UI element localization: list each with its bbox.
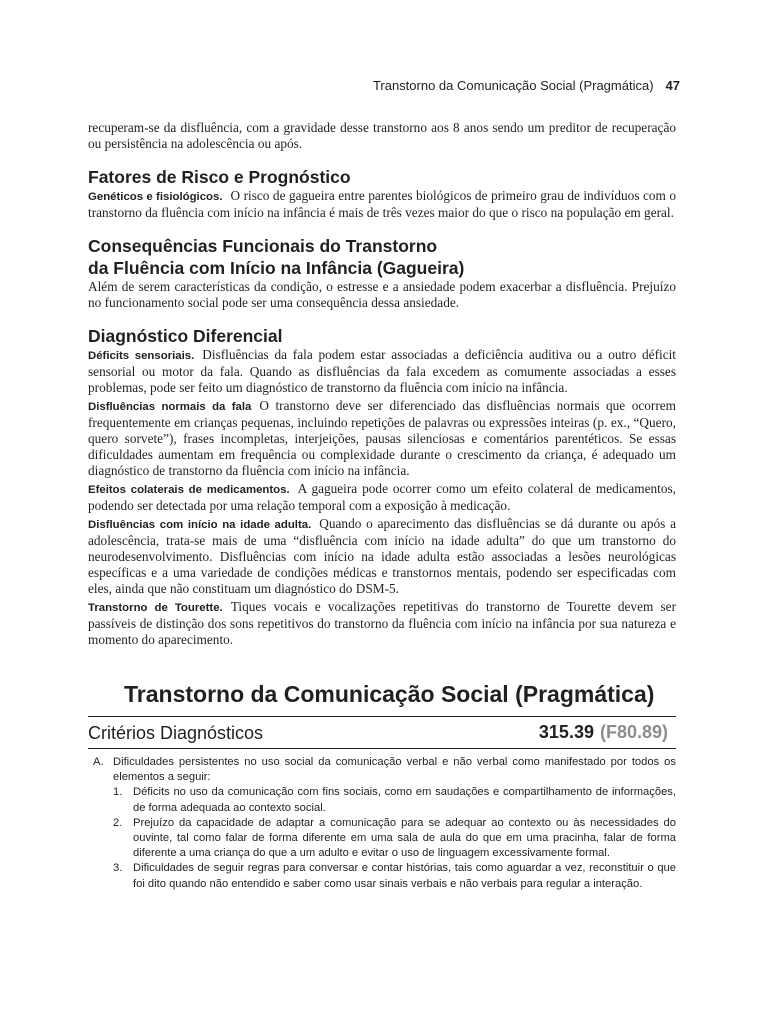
subitem-text: Dificuldades de seguir regras para conversar e contar histórias, tais como aguardar a vez, reconstituir o que foi dito quando não entendido e saber como usar sinais verbais e não verbais para regular a interação. [133,862,676,890]
intro-paragraph: recuperam-se da disfluência, com a gravidade desse transtorno aos 8 anos sendo um preditor de recuperação ou persistência na adolescência ou após. [88,120,676,151]
differential-item-text: O transtorno deve ser diferenciado das disfluências normais que ocorrem frequentemente em crianças pequenas, incluindo repetições de palavras ou expressões inteiras (p. ex., “Quero, quero sorvete”), frases incompletas, interjeições, pausas silenciosas e comentários parentéticos. Se essas dificuldades aumentam em frequência ou complexidade durante o crescimento da criança, é adequado um diagnóstico de transtorno da fluência com início na infância. [88,398,676,478]
differential-item [88,398,676,479]
differential-item-label: Disfluências com início na idade adulta. [88,519,312,531]
running-header [373,78,680,93]
criterion-a [93,755,676,785]
differential-item [88,599,676,648]
criteria-label: Critérios Diagnósticos [88,723,264,743]
subitem-marker: 1. [113,786,123,799]
criterion-text: Dificuldades persistentes no uso social da comunicação verbal e não verbal como manifestado por todos os elementos a seguir: [113,756,676,784]
consequences-paragraph: Além de serem características da condição, o estresse e a ansiedade podem exacerbar a disfluência. Prejuízo no funcionamento social pode ser uma consequência dessa ansiedade. [88,279,676,310]
diagnostic-code [539,722,668,743]
criterion-marker: A. [93,756,104,768]
differential-item-text: Disfluências da fala podem estar associadas a deficiência auditiva ou a outro déficit sensorial ou motor da fala. Quando as disfluências da fala excedem as comumente associadas a esses problemas, pode ser feito um diagnóstico de transtorno da fluência com início na infância. [88,347,676,395]
differential-item [88,481,676,514]
risk-item-text: O risco de gagueira entre parentes biológicos de primeiro grau de indivíduos com o transtorno da fluência com início na infância é mais de três vezes maior do que o risco na população em geral. [88,188,676,220]
criterion-subitem [93,861,676,891]
criterion-subitem [93,816,676,862]
page-number: 47 [665,78,680,93]
main-text [88,120,676,648]
risk-item-label: Genéticos e fisiológicos. [88,191,223,203]
differential-item [88,516,676,597]
risk-paragraph [88,188,676,221]
differential-item-label: Disfluências normais da fala [88,401,252,413]
criteria-divider [88,748,676,749]
criteria-list [93,755,676,892]
differential-heading: Diagnóstico Diferencial [88,326,283,346]
differential-item-text: Quando o aparecimento das disfluências se dá durante ou após a adolescência, trata-se mais de uma “disfluência com início na idade adulta” do que um transtorno do neurodesenvolvimento. Disfluências com início na idade adulta estão associadas a lesões neurológicas específicas e a uma variedade de condições médicas e transtornos mentais, podendo ser especificadas com eles, ainda que não constituam um diagnóstico do DSM-5. [88,516,676,596]
subitem-marker: 3. [113,862,123,875]
disorder-title: Transtorno da Comunicação Social (Pragmática) [124,681,655,707]
differential-item-text: Tiques vocais e vocalizações repetitivas do transtorno de Tourette devem ser passíveis de distinção dos sons repetitivos do transtorno da fluência com início na infância por sua natureza e momento do aparecimento. [88,599,677,647]
differential-item-label: Transtorno de Tourette. [88,602,223,614]
title-divider [88,716,676,717]
differential-item-label: Efeitos colaterais de medicamentos. [88,484,290,496]
icd-code: (F80.89) [599,722,668,742]
differential-item-text: A gagueira pode ocorrer como um efeito colateral de medicamentos, podendo ser detectada por uma relação temporal com a exposição à medicação. [88,481,676,513]
consequences-heading [88,235,676,279]
consequences-heading-line2: da Fluência com Início na Infância (Gagueira) [88,258,465,278]
subitem-marker: 2. [113,816,123,829]
criterion-subitem [93,785,676,815]
differential-item-label: Déficits sensoriais. [88,350,195,362]
criteria-bar [88,722,676,748]
subitem-text: Déficits no uso da comunicação com fins sociais, como em saudações e compartilhamento de informações, de forma adequada ao contexto social. [133,786,676,814]
consequences-heading-line1: Consequências Funcionais do Transtorno [88,236,438,256]
subitem-text: Prejuízo da capacidade de adaptar a comunicação para se adequar ao contexto ou às necessidades do ouvinte, tal como falar de forma diferente em uma sala de aula do que em uma pracinha, falar de forma diferente a uma criança do que a um adulto e evitar o uso de linguagem excessivamente formal. [133,816,676,860]
differential-item [88,347,676,396]
dsm-code: 315.39 [538,722,594,742]
risk-heading: Fatores de Risco e Prognóstico [88,167,351,187]
running-title: Transtorno da Comunicação Social (Pragmática) [372,78,654,93]
